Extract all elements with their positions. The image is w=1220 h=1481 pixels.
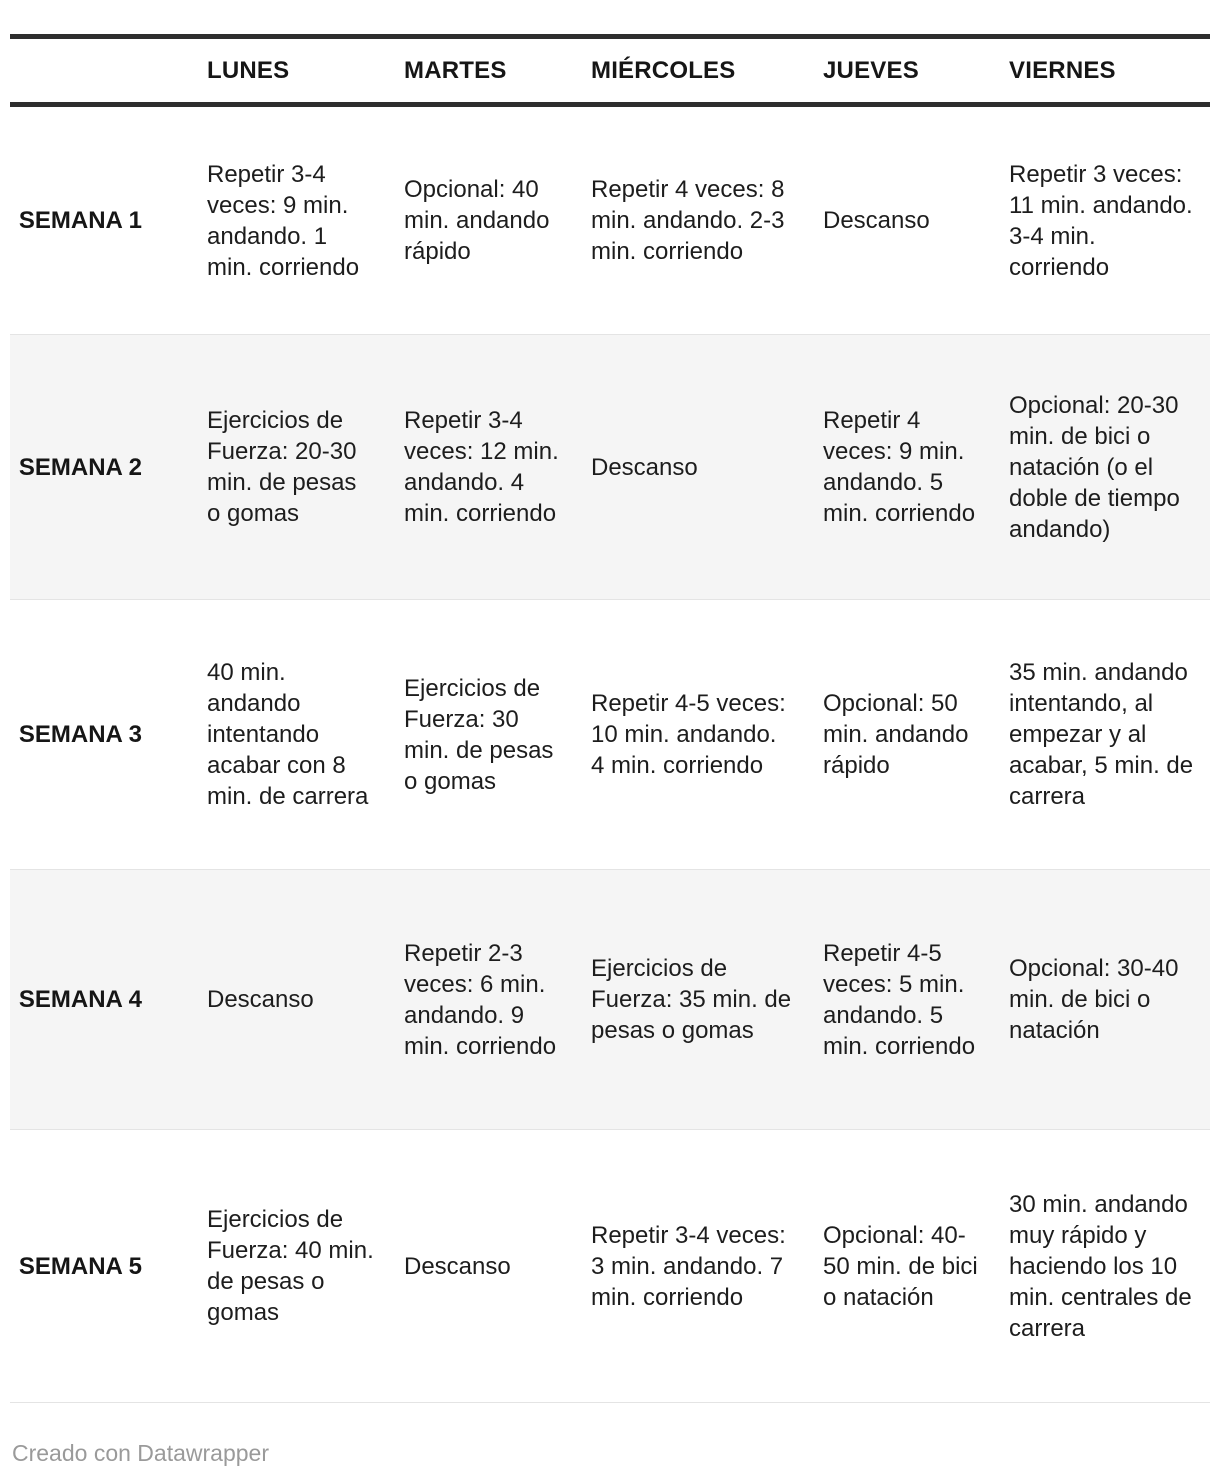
datawrapper-credit: Creado con Datawrapper [12,1440,269,1466]
table-row-semana-2 [10,335,1210,600]
cell-semana2-jueves: Repetir 4 veces: 9 min. andando. 5 min. corriendo [823,407,976,527]
row-label-semana-5: SEMANA 5 [18,1252,142,1280]
column-header-jueves: JUEVES [823,57,919,84]
training-plan-table [10,34,1210,1403]
table-row-semana-4 [10,870,1210,1130]
cell-semana3-lunes: 40 min. andando intentando acabar con 8 min. de carrera [207,659,369,810]
cell-semana1-miercoles: Repetir 4 veces: 8 min. andando. 2-3 min. corriendo [591,176,785,265]
cell-semana2-miercoles: Descanso [591,453,698,481]
column-header-lunes: LUNES [207,57,290,84]
table-row-semana-5 [10,1130,1210,1403]
cell-semana1-jueves: Descanso [823,207,930,234]
cell-semana1-viernes: Repetir 3 veces: 11 min. andando. 3-4 min. corriendo [1009,160,1193,281]
row-label-semana-2: SEMANA 2 [18,453,142,481]
cell-semana5-lunes: Ejercicios de Fuerza: 40 min. de pesas o gomas [207,1206,374,1326]
column-header-martes: MARTES [404,57,507,84]
header-row [10,37,1210,105]
cell-semana3-martes: Ejercicios de Fuerza: 30 min. de pesas o gomas [404,674,554,795]
column-header-miercoles: MIÉRCOLES [591,57,736,84]
cell-semana3-viernes: 35 min. andando intentando, al empezar y al acabar, 5 min. de carrera [1009,659,1194,810]
cell-semana2-martes: Repetir 3-4 veces: 12 min. andando. 4 min. corriendo [404,407,559,527]
table-row-semana-1 [10,105,1210,335]
cell-semana1-martes: Opcional: 40 min. andando rápido [404,176,550,265]
cell-semana5-viernes: 30 min. andando muy rápido y haciendo los 10 min. centrales de carrera [1009,1190,1192,1342]
column-header-viernes: VIERNES [1009,57,1116,84]
cell-semana3-jueves: Opcional: 50 min. andando rápido [823,690,969,779]
row-label-semana-1: SEMANA 1 [18,207,142,234]
cell-semana2-viernes: Opcional: 20-30 min. de bici o natación (o el doble de tiempo andando) [1009,391,1180,543]
column-header-empty [10,37,190,105]
cell-semana2-lunes: Ejercicios de Fuerza: 20-30 min. de pesas o gomas [207,407,357,527]
table-row-semana-3 [10,600,1210,870]
cell-semana5-miercoles: Repetir 3-4 veces: 3 min. andando. 7 min. corriendo [591,1221,786,1311]
cell-semana5-jueves: Opcional: 40-50 min. de bici o natación [823,1221,978,1311]
cell-semana4-miercoles: Ejercicios de Fuerza: 35 min. de pesas o gomas [591,955,792,1044]
row-label-semana-4: SEMANA 4 [18,986,142,1013]
cell-semana4-martes: Repetir 2-3 veces: 6 min. andando. 9 min. corriendo [404,939,557,1060]
cell-semana1-lunes: Repetir 3-4 veces: 9 min. andando. 1 min. corriendo [207,160,360,281]
training-plan-container [10,34,1210,1403]
cell-semana3-miercoles: Repetir 4-5 veces: 10 min. andando. 4 min. corriendo [591,690,786,779]
cell-semana4-lunes: Descanso [207,986,314,1013]
cell-semana4-viernes: Opcional: 30-40 min. de bici o natación [1009,955,1179,1044]
cell-semana5-martes: Descanso [404,1252,511,1280]
row-label-semana-3: SEMANA 3 [18,721,142,748]
cell-semana4-jueves: Repetir 4-5 veces: 5 min. andando. 5 min. corriendo [823,939,976,1060]
